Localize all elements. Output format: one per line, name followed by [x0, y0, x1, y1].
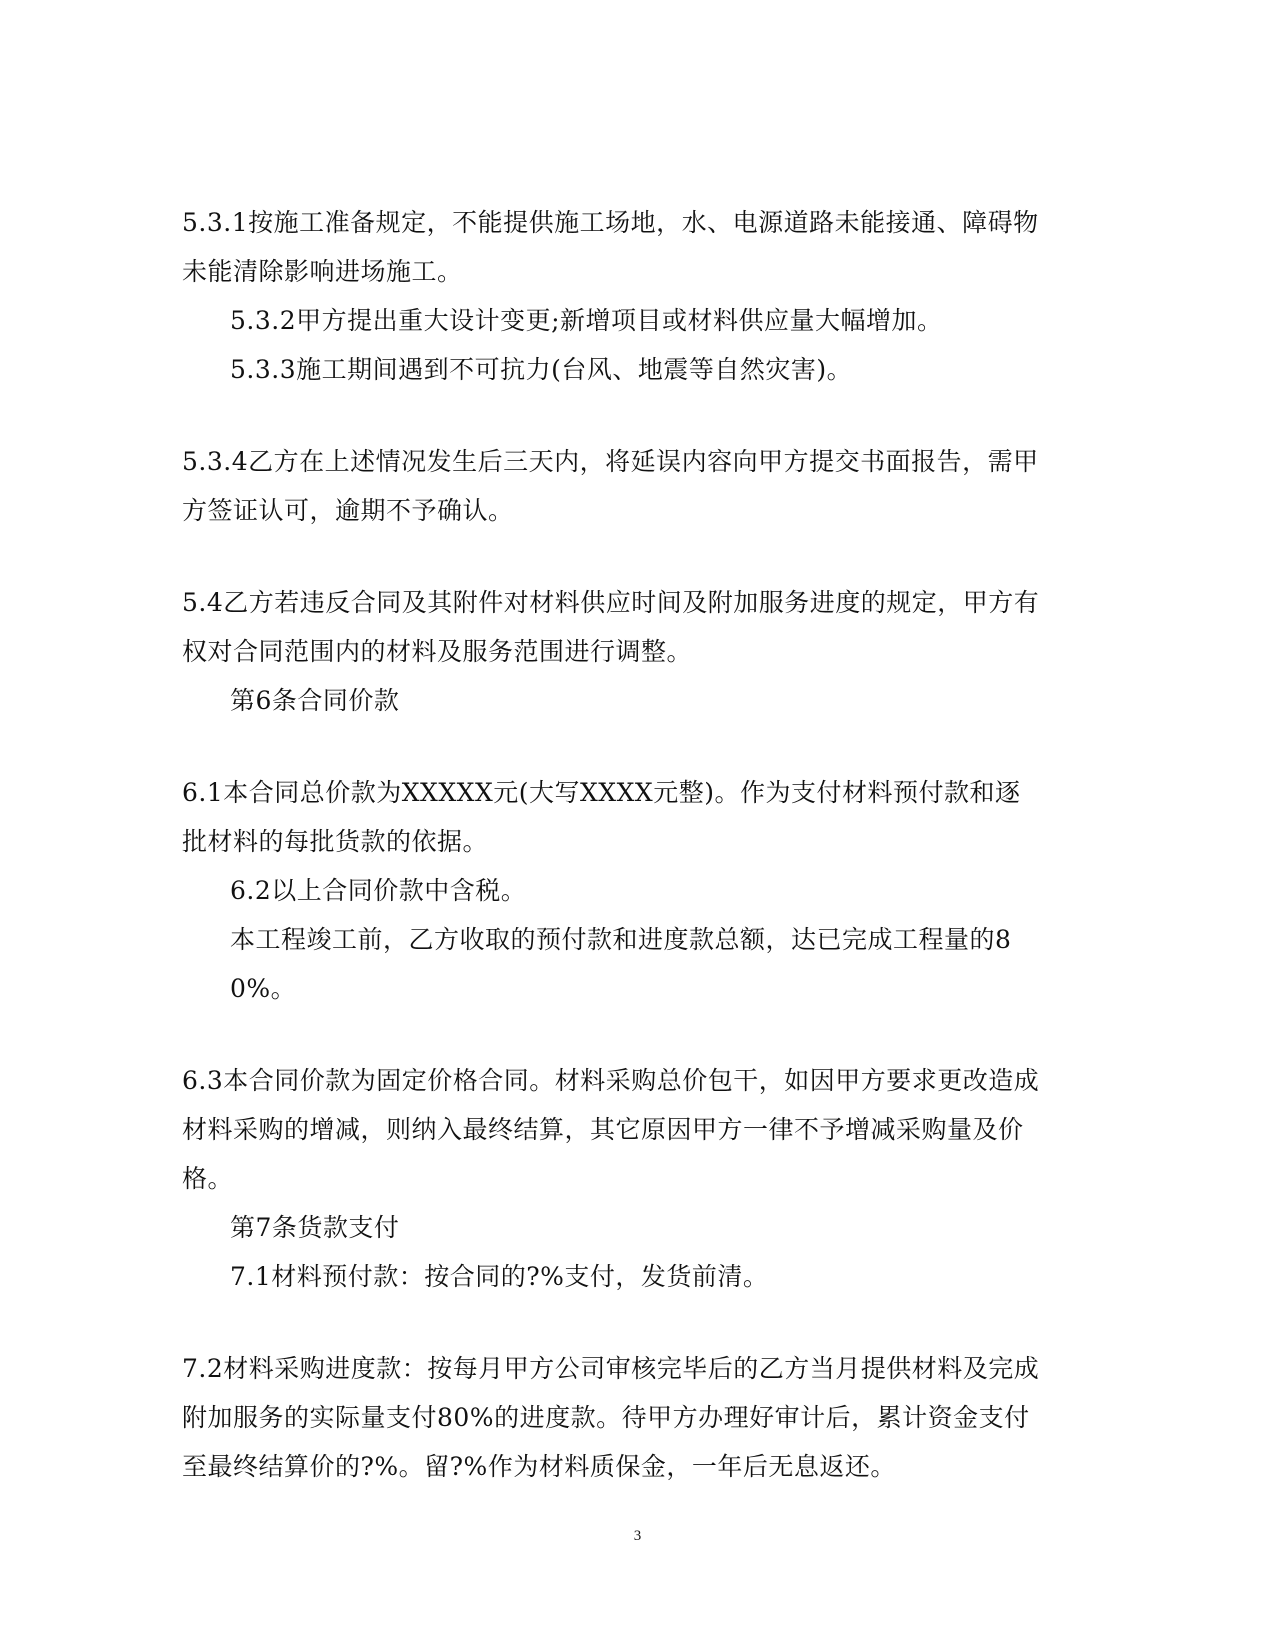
paragraph-5-3-1: 5.3.1按施工准备规定，不能提供施工场地，水、电源道路未能接通、障碍物未能清除影响进场施工。 [182, 208, 1039, 286]
page-number: 3 [633, 1528, 642, 1544]
paragraph-5-3-3: 5.3.3施工期间遇到不可抗力(台风、地震等自然灾害)。 [230, 355, 853, 384]
paragraph-progress-payment: 本工程竣工前，乙方收取的预付款和进度款总额，达已完成工程量的80%。 [230, 925, 1012, 1003]
paragraph-7-2: 7.2材料采购进度款：按每月甲方公司审核完毕后的乙方当月提供材料及完成附加服务的实际量支付80%的进度款。待甲方办理好审计后，累计资金支付至最终结算价的?%。留?%作为材料质保金，一年后无息返还。 [182, 1354, 1040, 1481]
paragraph-6-1: 6.1本合同总价款为XXXXX元(大写XXXX元整)。作为支付材料预付款和逐批材料的每批货款的依据。 [182, 778, 1021, 856]
article-6-heading: 第6条合同价款 [230, 686, 400, 715]
paragraph-gap [182, 725, 1042, 768]
paragraph-gap [182, 1013, 1042, 1056]
paragraph-6-2: 6.2以上合同价款中含税。 [230, 876, 527, 905]
paragraph-gap [182, 1301, 1042, 1344]
paragraph-5-3-4: 5.3.4乙方在上述情况发生后三天内，将延误内容向甲方提交书面报告，需甲方签证认可，逾期不予确认。 [182, 447, 1039, 525]
paragraph-6-3: 6.3本合同价款为固定价格合同。材料采购总价包干，如因甲方要求更改造成材料采购的增减，则纳入最终结算，其它原因甲方一律不予增减采购量及价格。 [182, 1066, 1040, 1193]
paragraph-7-1: 7.1材料预付款：按合同的?%支付，发货前清。 [230, 1262, 769, 1291]
paragraph-gap [182, 394, 1042, 437]
paragraph-5-3-2: 5.3.2甲方提出重大设计变更;新增项目或材料供应量大幅增加。 [230, 306, 943, 335]
document-body [182, 198, 1042, 1491]
paragraph-5-4: 5.4乙方若违反合同及其附件对材料供应时间及附加服务进度的规定，甲方有权对合同范围内的材料及服务范围进行调整。 [182, 588, 1040, 666]
paragraph-gap [182, 535, 1042, 578]
article-7-heading: 第7条货款支付 [230, 1213, 400, 1242]
